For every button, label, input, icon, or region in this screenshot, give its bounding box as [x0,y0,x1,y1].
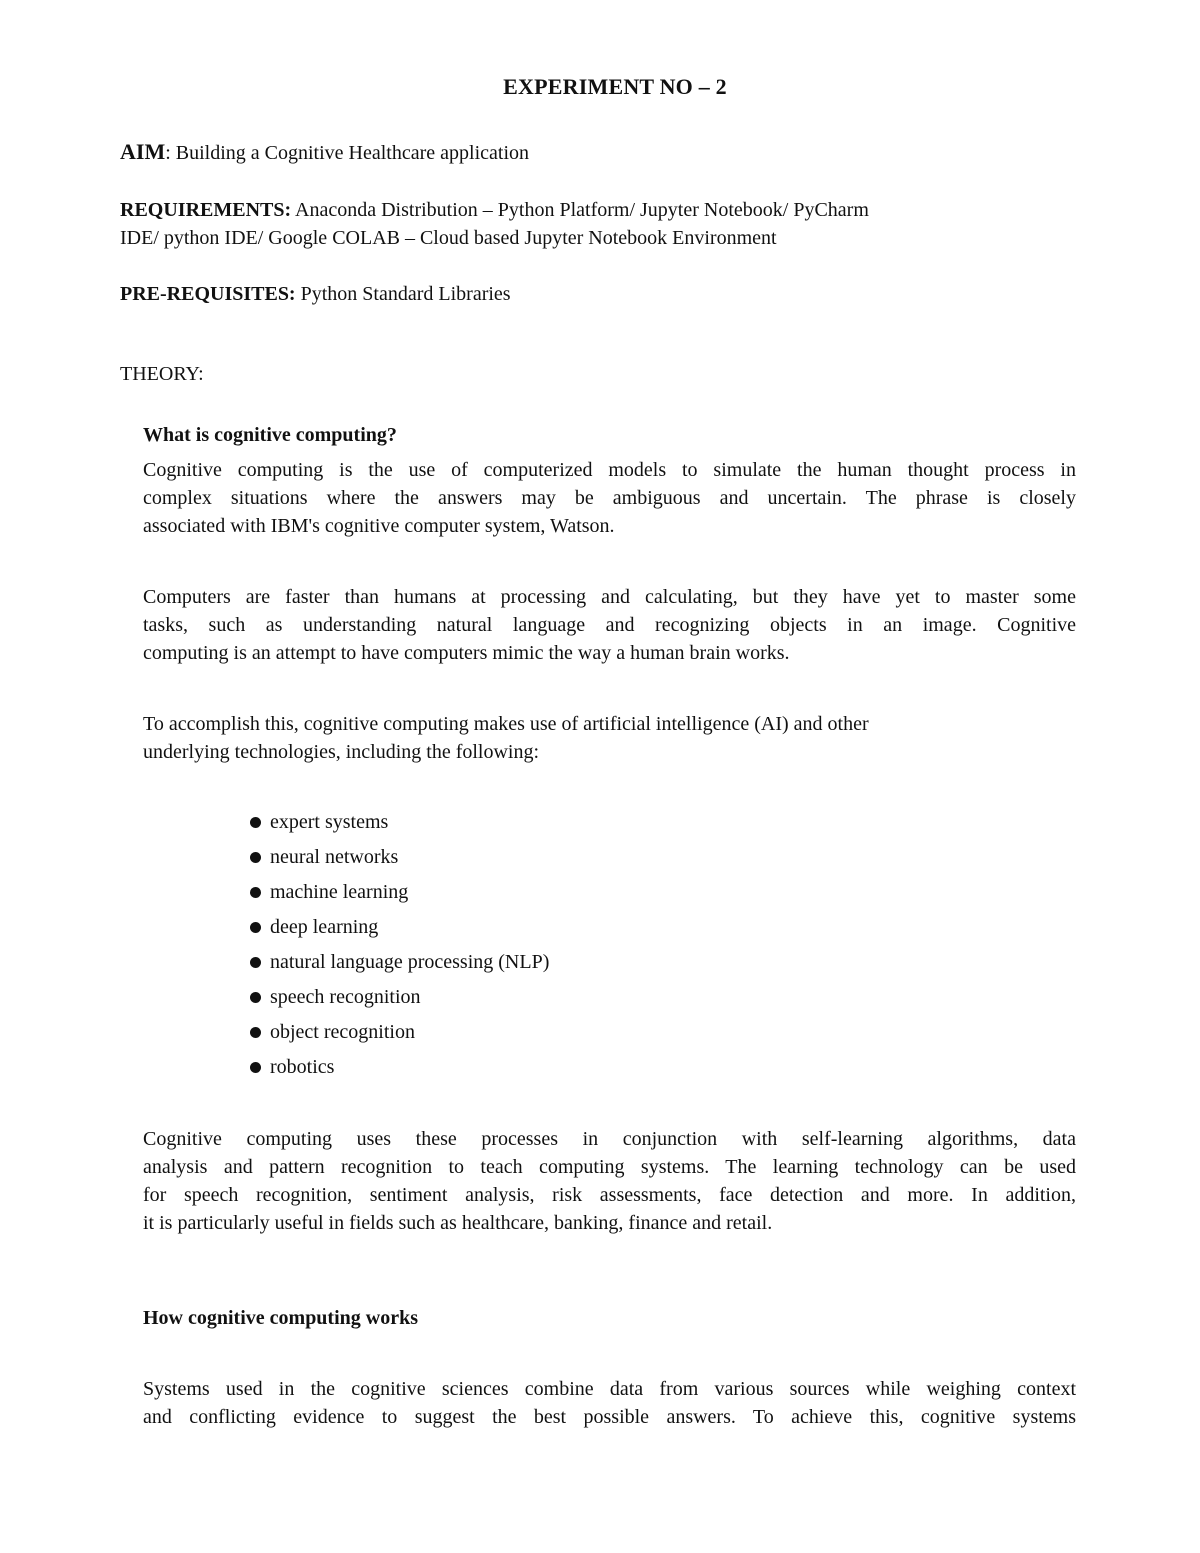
paragraph-line: analysis and pattern recognition to teach computing systems. The learning technology can be used [143,1156,1076,1178]
list-item-text: expert systems [270,811,389,833]
list-item-text: robotics [270,1056,335,1078]
bullet-icon [250,817,261,828]
paragraph-comparison [143,583,1076,667]
paragraph-line: and conflicting evidence to suggest the best possible answers. To achieve this, cognitive systems [143,1406,1076,1428]
bullet-icon [250,922,261,933]
bullet-icon [250,887,261,898]
list-item [250,1018,549,1053]
paragraph-line: associated with IBM's cognitive computer system, Watson. [143,515,615,537]
list-item [250,843,549,878]
technologies-list [250,808,549,1088]
list-item [250,948,549,983]
prerequisites-text: Python Standard Libraries [295,283,511,305]
bullet-icon [250,992,261,1003]
paragraph-line: tasks, such as understanding natural language and recognizing objects in an image. Cognitive [143,614,1076,636]
aim-text: : Building a Cognitive Healthcare application [165,142,530,164]
paragraph-line: complex situations where the answers may be ambiguous and uncertain. The phrase is closely [143,487,1076,509]
bullet-icon [250,957,261,968]
paragraph-line: Cognitive computing is the use of computerized models to simulate the human thought process in [143,459,1076,481]
list-item [250,1053,549,1088]
requirements-label: REQUIREMENTS: [120,199,292,221]
paragraph-line: Systems used in the cognitive sciences combine data from various sources while weighing context [143,1378,1076,1400]
paragraph-how-it-works [143,1375,1076,1431]
paragraph-line: To accomplish this, cognitive computing makes use of artificial intelligence (AI) and other [143,713,869,735]
list-item [250,913,549,948]
paragraph-line: for speech recognition, sentiment analysis, risk assessments, face detection and more. In addition, [143,1184,1076,1206]
list-item-text: natural language processing (NLP) [270,951,550,973]
paragraph-definition [143,456,1076,540]
list-item-text: deep learning [270,916,379,938]
list-item-text: object recognition [270,1021,415,1043]
list-item-text: machine learning [270,881,409,903]
list-item [250,983,549,1018]
bullet-icon [250,852,261,863]
list-item [250,808,549,843]
prerequisites-line [120,280,511,308]
requirements-line-2: IDE/ python IDE/ Google COLAB – Cloud based Jupyter Notebook Environment [120,227,777,249]
paragraph-applications [143,1125,1076,1237]
section-heading-what-is: What is cognitive computing? [143,424,397,446]
paragraph-line: computing is an attempt to have computers mimic the way a human brain works. [143,642,790,664]
requirements-text-1: Anaconda Distribution – Python Platform/ Jupyter Notebook/ PyCharm [291,199,869,221]
paragraph-line: Computers are faster than humans at processing and calculating, but they have yet to master some [143,586,1076,608]
aim-label: AIM [120,139,166,164]
section-heading-how-it-works: How cognitive computing works [143,1307,418,1329]
theory-label: THEORY [120,363,199,385]
aim-line [120,138,529,167]
list-item-text: speech recognition [270,986,421,1008]
prerequisites-label: PRE-REQUISITES: [120,283,296,305]
bullet-icon [250,1027,261,1038]
paragraph-technologies-intro [143,710,1076,766]
paragraph-line: it is particularly useful in fields such as healthcare, banking, finance and retail. [143,1212,773,1234]
theory-colon: : [198,363,204,385]
requirements-line-1 [120,196,869,224]
paragraph-line: underlying technologies, including the following: [143,741,540,763]
list-item-text: neural networks [270,846,399,868]
page-title: EXPERIMENT NO – 2 [503,74,727,99]
theory-heading [120,360,204,388]
paragraph-line: Cognitive computing uses these processes in conjunction with self-learning algorithms, data [143,1128,1076,1150]
bullet-icon [250,1062,261,1073]
list-item [250,878,549,913]
